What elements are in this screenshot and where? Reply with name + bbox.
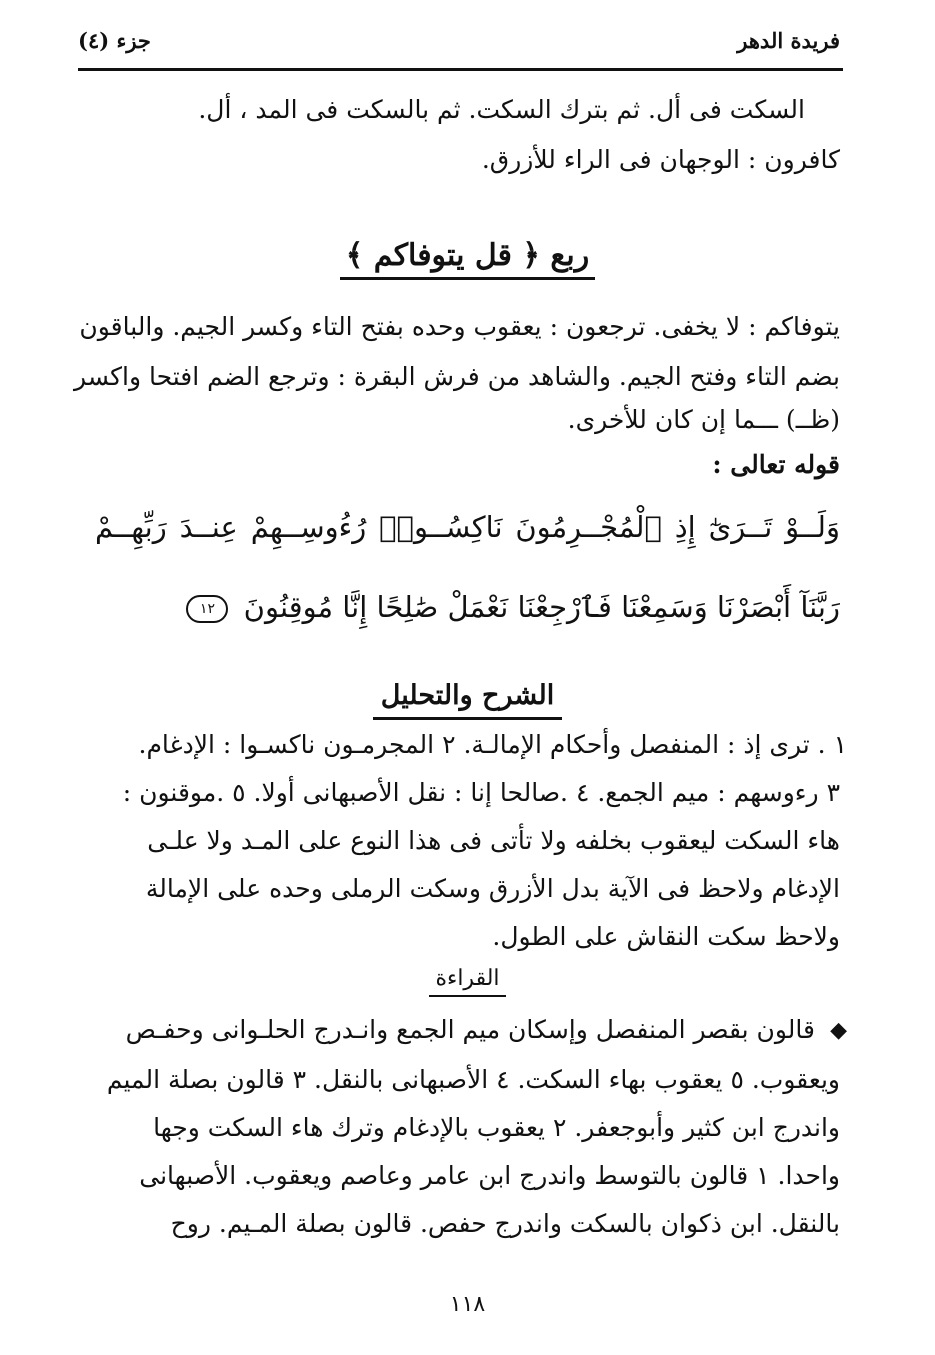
analysis-title xyxy=(0,680,935,720)
volume-label: جزء (٤) xyxy=(78,28,151,53)
ayah-number-mark: ١٢ xyxy=(186,595,228,623)
book-title: فريدة الدهر xyxy=(737,28,840,53)
qiraa-line-2: ويعقوب. ٥ يعقوب بهاء السكت. ٤ الأصبهانى بالنقل. ٣ قالون بصلة الميم xyxy=(106,1065,840,1094)
qiraa-line-4: واحدا. ١ قالون بالتوسط واندرج ابن عامر وعاصم ويعقوب. الأصبهانى xyxy=(139,1161,840,1190)
reading-line-3: (ظــ) ـــما إن كان للأخرى. xyxy=(567,405,840,434)
reading-line-1: يتوفاكم : لا يخفى. ترجعون : يعقوب وحده بفتح التاء وكسر الجيم. والباقون xyxy=(79,312,840,341)
section-title xyxy=(0,238,935,280)
intro-line-2: كافرون : الوجهان فى الراء للأزرق. xyxy=(481,145,840,174)
analysis-line-5: ولاحظ سكت النقاش على الطول. xyxy=(492,922,840,951)
diamond-icon: ◆ xyxy=(830,1018,847,1043)
verse-intro: قوله تعالى : xyxy=(712,450,840,479)
page-number: ١١٨ xyxy=(449,1292,486,1317)
qiraa-line-5: بالنقل. ابن ذكوان بالسكت واندرج حفص. قالون بصلة المـيم. روح xyxy=(170,1209,840,1238)
qiraa-line-3: واندرج ابن كثير وأبوجعفر. ٢ يعقوب بالإدغام وترك هاء السكت وجها xyxy=(153,1113,840,1142)
header-divider xyxy=(78,68,843,71)
intro-line-1: السكت فى أل. ثم بترك السكت. ثم بالسكت فى المد ، أل. xyxy=(198,95,805,124)
verse-line-1: وَلَــوْ تَــرَىٰٓ إِذِ ٱلْمُجْــرِمُونَ نَاكِسُــوا۟ رُءُوسِــهِمْ عِنــدَ رَبِّهِــمْ xyxy=(95,510,840,544)
qiraa-line-1: قالون بقصر المنفصل وإسكان ميم الجمع وانـدرج الحلـوانى وحفـص xyxy=(125,1015,815,1044)
analysis-line-2: ٣ رءوسهم : ميم الجمع. ٤ .صالحا إنا : نقل الأصبهانى أولا. ٥ .موقنون : xyxy=(122,778,840,807)
verse-line-2-container xyxy=(186,590,840,624)
verse-line-2: رَبَّنَآ أَبْصَرْنَا وَسَمِعْنَا فَٱرْجِعْنَا نَعْمَلْ صَٰلِحًا إِنَّا مُوقِنُونَ xyxy=(243,590,840,624)
section-title-text: ربع ﴿ قل يتوفاكم ﴾ xyxy=(340,238,595,280)
analysis-line-4: الإدغام ولاحظ فى الآية بدل الأزرق وسكت الرملى وحده على الإمالة xyxy=(145,874,840,903)
qiraa-title-text: القراءة xyxy=(429,966,505,997)
analysis-line-1: ١ . ترى إذ : المنفصل وأحكام الإمالـة. ٢ المجرمـون ناكسـوا : الإدغام. xyxy=(138,730,847,759)
qiraa-title xyxy=(0,966,935,997)
reading-line-2: بضم التاء وفتح الجيم. والشاهد من فرش البقرة : وترجع الضم افتحا واكسر xyxy=(74,362,840,391)
analysis-title-text: الشرح والتحليل xyxy=(373,680,562,720)
analysis-line-3: هاء السكت ليعقوب بخلفه ولا تأتى فى هذا النوع على المـد ولا علـى xyxy=(147,826,840,855)
